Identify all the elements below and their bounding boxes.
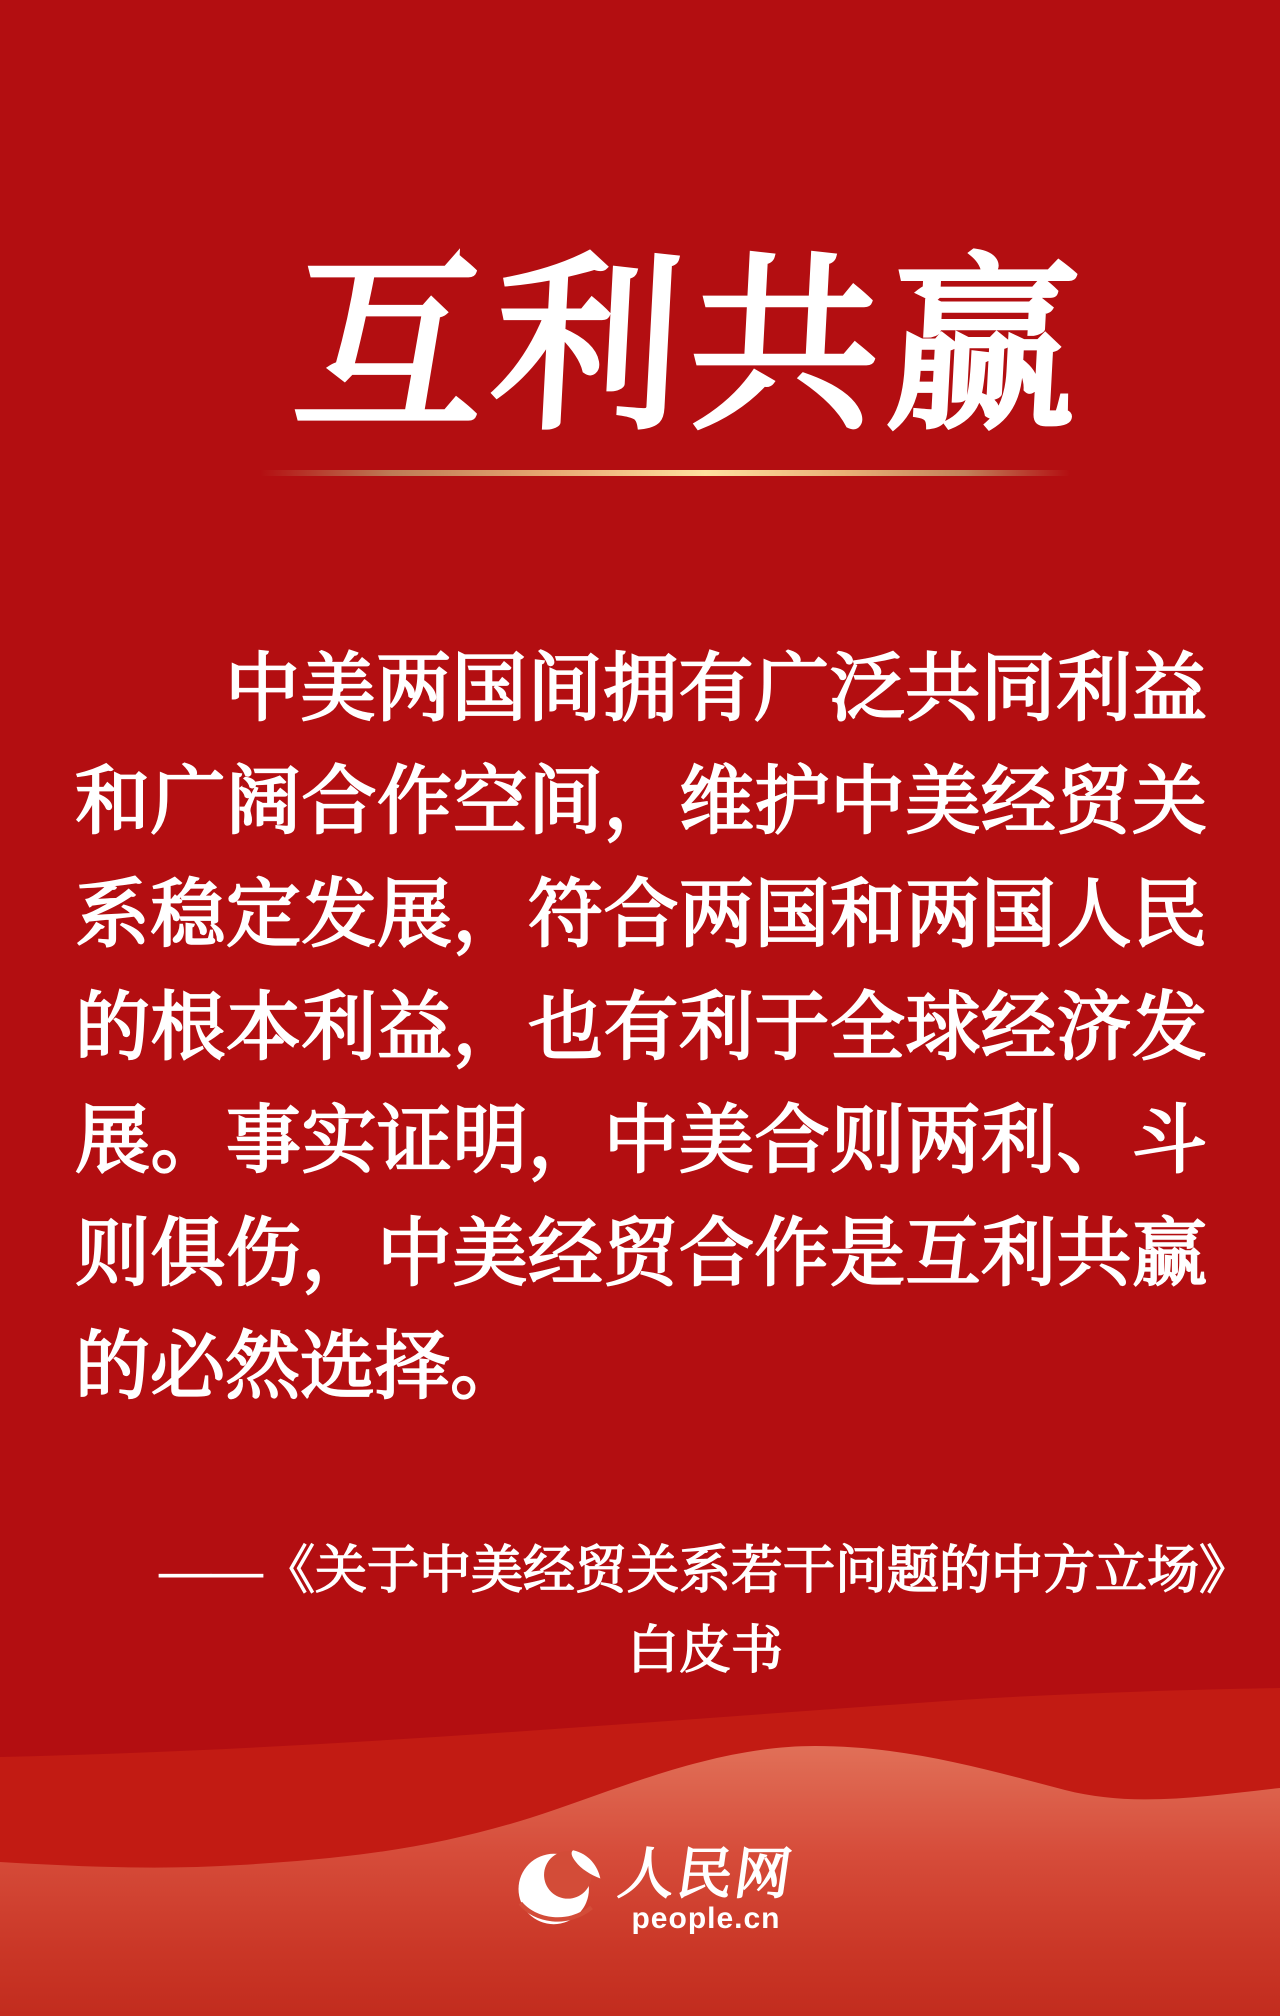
people-cn-swirl-icon: [515, 1843, 603, 1935]
logo-name-cn: 人民网: [614, 1842, 798, 1905]
people-cn-logo: [515, 1842, 798, 1935]
body-line: 则俱伤，中美经贸合作是互利共赢: [75, 1211, 1207, 1295]
body-line: 展。事实证明，中美合则两利、斗: [75, 1098, 1207, 1182]
body-line: 和广阔合作空间，维护中美经贸关: [75, 759, 1207, 843]
page-title: 互利共赢: [288, 241, 1092, 453]
gold-divider: [260, 470, 1070, 476]
logo-domain: people.cn: [631, 1902, 781, 1935]
attribution-doc-type: 白皮书: [626, 1623, 783, 1680]
body-line: 中美两国间拥有广泛共同利益: [225, 646, 1207, 730]
body-line: 的必然选择。: [75, 1324, 526, 1408]
logo-text-block: [614, 1842, 798, 1935]
body-line: 系稳定发展，符合两国和两国人民: [75, 872, 1207, 956]
body-paragraph: [75, 632, 1207, 1423]
attribution-source: ——《关于中美经贸关系若干问题的中方立场》: [158, 1543, 1251, 1600]
body-line: 的根本利益，也有利于全球经济发: [75, 985, 1207, 1069]
attribution: [130, 1532, 1280, 1692]
